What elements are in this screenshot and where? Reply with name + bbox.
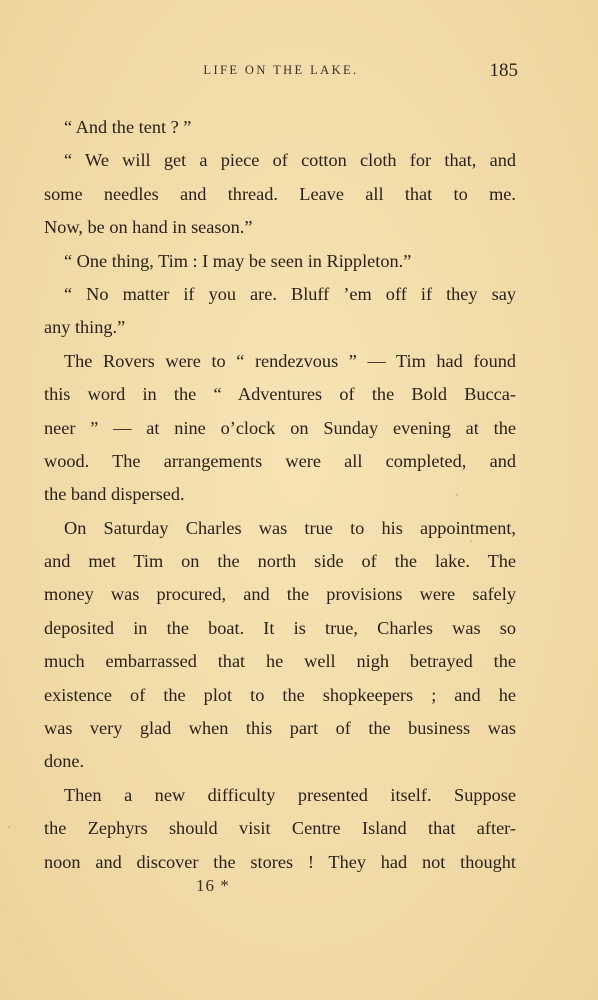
text-line: and met Tim on the north side of the lake. The bbox=[44, 551, 516, 572]
paper-speck bbox=[470, 540, 472, 542]
text-line: some needles and thread. Leave all that to me. bbox=[44, 183, 516, 204]
text-line: noon and discover the stores ! They had not thought bbox=[44, 851, 516, 872]
text-line: neer ” — at nine o’clock on Sunday evening at the bbox=[44, 417, 516, 438]
text-line: much embarrassed that he well nigh betrayed the bbox=[44, 651, 516, 672]
text-line: “ And the tent ? ” bbox=[64, 117, 192, 137]
text-line: was very glad when this part of the business was bbox=[44, 718, 516, 739]
paper-speck bbox=[8, 826, 10, 828]
text-line: The Rovers were to “ rendezvous ” — Tim had found bbox=[64, 350, 516, 371]
page-number: 185 bbox=[489, 60, 518, 81]
text-line: done. bbox=[44, 751, 85, 772]
running-head bbox=[44, 60, 518, 86]
text-line: any thing.” bbox=[44, 317, 126, 338]
text-line: Then a new difficulty presented itself. Suppose bbox=[64, 784, 516, 805]
text-line: Now, be on hand in season.” bbox=[44, 217, 253, 238]
text-line: existence of the plot to the shopkeepers ; and he bbox=[44, 684, 516, 705]
text-line: wood. The arrangements were all completed, and bbox=[44, 450, 516, 471]
text-line: the Zephyrs should visit Centre Island that after- bbox=[44, 818, 516, 839]
text-line: money was procured, and the provisions were safely bbox=[44, 584, 516, 605]
text-line: the band dispersed. bbox=[44, 484, 185, 505]
text-line: On Saturday Charles was true to his appointment, bbox=[64, 517, 516, 538]
text-line: “ One thing, Tim : I may be seen in Rippleton.” bbox=[64, 250, 412, 271]
running-title: LIFE ON THE LAKE. bbox=[203, 63, 359, 77]
text-line: deposited in the boat. It is true, Charles was so bbox=[44, 617, 516, 638]
body-text bbox=[44, 111, 516, 879]
text-line: “ No matter if you are. Bluff ’em off if they say bbox=[64, 283, 516, 304]
text-line: “ We will get a piece of cotton cloth for that, and bbox=[64, 150, 516, 171]
text-line: this word in the “ Adventures of the Bold Bucca- bbox=[44, 384, 516, 405]
paper-speck bbox=[456, 494, 458, 496]
signature-mark: 16 * bbox=[196, 876, 230, 895]
